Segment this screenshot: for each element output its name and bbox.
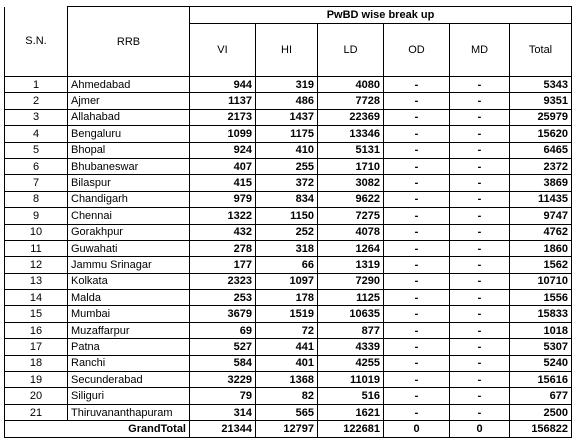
cell-ld: 1319 (318, 257, 384, 273)
cell-total: 5343 (510, 77, 572, 93)
cell-rrb: Malda (68, 290, 190, 306)
cell-sn: 6 (5, 158, 68, 174)
cell-total: 15620 (510, 126, 572, 142)
cell-sn: 15 (5, 306, 68, 322)
cell-hi: 410 (256, 142, 318, 158)
cell-total: 5240 (510, 355, 572, 371)
cell-rrb: Patna (68, 339, 190, 355)
cell-md: - (450, 290, 510, 306)
cell-total: 6465 (510, 142, 572, 158)
cell-rrb: Bhopal (68, 142, 190, 158)
cell-total: 15833 (510, 306, 572, 322)
cell-sn: 18 (5, 355, 68, 371)
cell-od: - (384, 158, 450, 174)
cell-ld: 4080 (318, 77, 384, 93)
pwbd-breakup-table (4, 6, 572, 438)
header-row-group (5, 7, 572, 24)
cell-total: 2372 (510, 158, 572, 174)
cell-hi: 319 (256, 77, 318, 93)
cell-sn: 1 (5, 77, 68, 93)
cell-rrb: Bilaspur (68, 175, 190, 191)
cell-hi: 565 (256, 404, 318, 420)
cell-rrb: Bhubaneswar (68, 158, 190, 174)
cell-vi: 1137 (190, 93, 256, 109)
cell-md: - (450, 175, 510, 191)
cell-hi: 834 (256, 191, 318, 207)
cell-md: - (450, 191, 510, 207)
cell-total: 11435 (510, 191, 572, 207)
table-row (5, 339, 572, 355)
cell-rrb: Mumbai (68, 306, 190, 322)
cell-sn: 17 (5, 339, 68, 355)
cell-rrb: Guwahati (68, 240, 190, 256)
cell-total: 9351 (510, 93, 572, 109)
table-row (5, 175, 572, 191)
cell-sn: 21 (5, 404, 68, 420)
cell-rrb: Gorakhpur (68, 224, 190, 240)
header-vi: VI (190, 24, 256, 77)
cell-hi: 486 (256, 93, 318, 109)
cell-total: 4762 (510, 224, 572, 240)
cell-vi: 924 (190, 142, 256, 158)
table-row (5, 224, 572, 240)
cell-vi: 584 (190, 355, 256, 371)
cell-hi: 1368 (256, 372, 318, 388)
header-ld: LD (318, 24, 384, 77)
cell-hi: 318 (256, 240, 318, 256)
cell-od: - (384, 224, 450, 240)
header-group-pwbd: PwBD wise break up (190, 7, 572, 24)
cell-vi: 2173 (190, 109, 256, 125)
cell-ld: 5131 (318, 142, 384, 158)
cell-sn: 3 (5, 109, 68, 125)
cell-total: 25979 (510, 109, 572, 125)
cell-ld: 1710 (318, 158, 384, 174)
cell-vi: 314 (190, 404, 256, 420)
cell-sn: 9 (5, 208, 68, 224)
cell-rrb: Jammu Srinagar (68, 257, 190, 273)
cell-total: 15616 (510, 372, 572, 388)
cell-od: - (384, 388, 450, 404)
cell-hi: 401 (256, 355, 318, 371)
grand-total-hi: 12797 (256, 421, 318, 437)
cell-total: 3869 (510, 175, 572, 191)
cell-od: - (384, 126, 450, 142)
table-row (5, 77, 572, 93)
cell-rrb: Thiruvananthapuram (68, 404, 190, 420)
cell-rrb: Allahabad (68, 109, 190, 125)
cell-md: - (450, 355, 510, 371)
cell-total: 677 (510, 388, 572, 404)
cell-rrb: Chandigarh (68, 191, 190, 207)
cell-od: - (384, 273, 450, 289)
cell-md: - (450, 224, 510, 240)
cell-sn: 20 (5, 388, 68, 404)
cell-total: 5307 (510, 339, 572, 355)
table-row (5, 93, 572, 109)
grand-total-label: GrandTotal (5, 421, 190, 437)
cell-total: 10710 (510, 273, 572, 289)
table-row (5, 240, 572, 256)
cell-total: 1018 (510, 322, 572, 338)
cell-ld: 4255 (318, 355, 384, 371)
cell-sn: 7 (5, 175, 68, 191)
cell-ld: 7728 (318, 93, 384, 109)
cell-hi: 1150 (256, 208, 318, 224)
cell-hi: 1519 (256, 306, 318, 322)
cell-ld: 1125 (318, 290, 384, 306)
cell-od: - (384, 142, 450, 158)
cell-ld: 4339 (318, 339, 384, 355)
cell-sn: 16 (5, 322, 68, 338)
cell-vi: 944 (190, 77, 256, 93)
cell-od: - (384, 191, 450, 207)
cell-ld: 3082 (318, 175, 384, 191)
cell-hi: 72 (256, 322, 318, 338)
table-row (5, 306, 572, 322)
cell-vi: 415 (190, 175, 256, 191)
cell-hi: 372 (256, 175, 318, 191)
cell-md: - (450, 372, 510, 388)
table-row (5, 257, 572, 273)
cell-od: - (384, 175, 450, 191)
cell-od: - (384, 93, 450, 109)
cell-vi: 432 (190, 224, 256, 240)
grand-total-od: 0 (384, 421, 450, 437)
cell-od: - (384, 306, 450, 322)
cell-ld: 11019 (318, 372, 384, 388)
cell-vi: 527 (190, 339, 256, 355)
table-row (5, 322, 572, 338)
cell-md: - (450, 339, 510, 355)
cell-hi: 178 (256, 290, 318, 306)
cell-vi: 69 (190, 322, 256, 338)
cell-sn: 2 (5, 93, 68, 109)
cell-od: - (384, 339, 450, 355)
cell-ld: 7290 (318, 273, 384, 289)
table-row (5, 355, 572, 371)
cell-ld: 9622 (318, 191, 384, 207)
cell-md: - (450, 388, 510, 404)
cell-ld: 10635 (318, 306, 384, 322)
cell-md: - (450, 273, 510, 289)
cell-hi: 66 (256, 257, 318, 273)
grand-total-vi: 21344 (190, 421, 256, 437)
grand-total-row (5, 421, 572, 437)
cell-ld: 1621 (318, 404, 384, 420)
cell-hi: 82 (256, 388, 318, 404)
table-row (5, 372, 572, 388)
table-row (5, 142, 572, 158)
cell-vi: 1099 (190, 126, 256, 142)
cell-ld: 1264 (318, 240, 384, 256)
cell-rrb: Chennai (68, 208, 190, 224)
cell-hi: 1175 (256, 126, 318, 142)
cell-md: - (450, 404, 510, 420)
cell-vi: 2323 (190, 273, 256, 289)
header-total: Total (510, 24, 572, 77)
cell-sn: 13 (5, 273, 68, 289)
cell-ld: 7275 (318, 208, 384, 224)
cell-vi: 1322 (190, 208, 256, 224)
cell-rrb: Ranchi (68, 355, 190, 371)
cell-md: - (450, 142, 510, 158)
table-row (5, 191, 572, 207)
cell-od: - (384, 109, 450, 125)
cell-vi: 3679 (190, 306, 256, 322)
cell-sn: 19 (5, 372, 68, 388)
grand-total-md: 0 (450, 421, 510, 437)
cell-total: 9747 (510, 208, 572, 224)
cell-total: 1860 (510, 240, 572, 256)
cell-vi: 979 (190, 191, 256, 207)
cell-sn: 10 (5, 224, 68, 240)
table-row (5, 388, 572, 404)
cell-vi: 278 (190, 240, 256, 256)
header-rrb: RRB (68, 7, 190, 77)
header-md: MD (450, 24, 510, 77)
cell-hi: 1437 (256, 109, 318, 125)
cell-ld: 877 (318, 322, 384, 338)
cell-ld: 22369 (318, 109, 384, 125)
cell-od: - (384, 290, 450, 306)
cell-md: - (450, 257, 510, 273)
cell-od: - (384, 77, 450, 93)
cell-rrb: Ajmer (68, 93, 190, 109)
cell-md: - (450, 109, 510, 125)
cell-total: 1556 (510, 290, 572, 306)
cell-sn: 5 (5, 142, 68, 158)
cell-vi: 177 (190, 257, 256, 273)
cell-rrb: Ahmedabad (68, 77, 190, 93)
cell-md: - (450, 306, 510, 322)
table-row (5, 109, 572, 125)
cell-md: - (450, 322, 510, 338)
cell-od: - (384, 208, 450, 224)
cell-sn: 14 (5, 290, 68, 306)
cell-sn: 12 (5, 257, 68, 273)
cell-md: - (450, 77, 510, 93)
grand-total-total: 156822 (510, 421, 572, 437)
cell-ld: 516 (318, 388, 384, 404)
cell-hi: 252 (256, 224, 318, 240)
cell-od: - (384, 257, 450, 273)
cell-ld: 4078 (318, 224, 384, 240)
header-od: OD (384, 24, 450, 77)
header-sn: S.N. (5, 7, 68, 77)
cell-od: - (384, 355, 450, 371)
table-row (5, 404, 572, 420)
table-row (5, 158, 572, 174)
table-row (5, 273, 572, 289)
cell-rrb: Muzaffarpur (68, 322, 190, 338)
cell-sn: 4 (5, 126, 68, 142)
table-row (5, 208, 572, 224)
grand-total-ld: 122681 (318, 421, 384, 437)
header-hi: HI (256, 24, 318, 77)
cell-rrb: Kolkata (68, 273, 190, 289)
cell-od: - (384, 240, 450, 256)
cell-md: - (450, 240, 510, 256)
cell-od: - (384, 404, 450, 420)
cell-total: 1562 (510, 257, 572, 273)
cell-vi: 253 (190, 290, 256, 306)
cell-hi: 255 (256, 158, 318, 174)
cell-hi: 441 (256, 339, 318, 355)
cell-rrb: Bengaluru (68, 126, 190, 142)
cell-sn: 11 (5, 240, 68, 256)
cell-vi: 407 (190, 158, 256, 174)
table-row (5, 126, 572, 142)
cell-total: 2500 (510, 404, 572, 420)
cell-vi: 3229 (190, 372, 256, 388)
cell-od: - (384, 322, 450, 338)
cell-ld: 13346 (318, 126, 384, 142)
cell-rrb: Siliguri (68, 388, 190, 404)
cell-hi: 1097 (256, 273, 318, 289)
table-row (5, 290, 572, 306)
cell-vi: 79 (190, 388, 256, 404)
cell-md: - (450, 93, 510, 109)
cell-rrb: Secunderabad (68, 372, 190, 388)
cell-md: - (450, 208, 510, 224)
cell-md: - (450, 158, 510, 174)
cell-sn: 8 (5, 191, 68, 207)
cell-md: - (450, 126, 510, 142)
cell-od: - (384, 372, 450, 388)
